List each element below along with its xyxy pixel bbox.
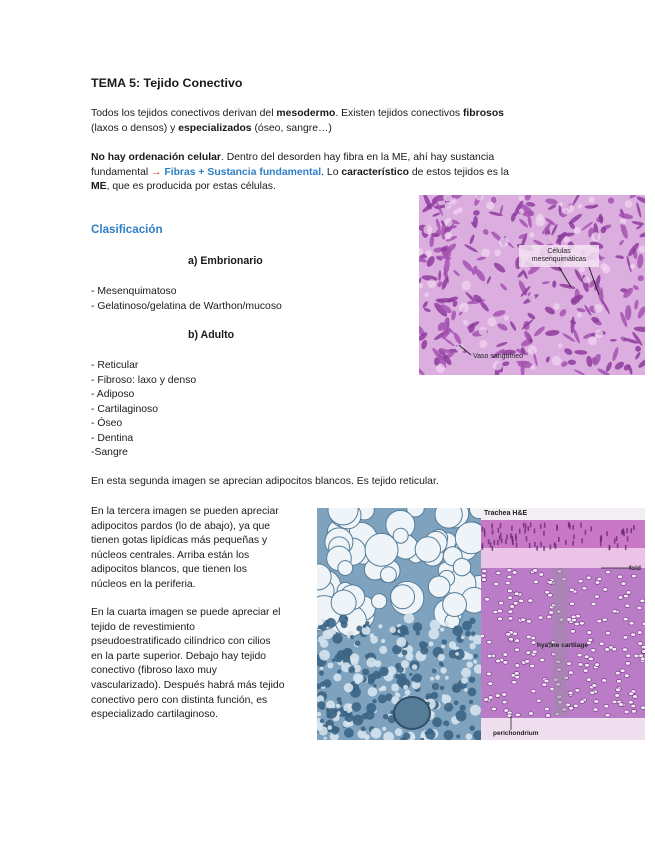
intro-text: , que es producida por estas células. <box>106 181 276 193</box>
intro-text: . Existen tejidos conectivos <box>335 108 463 119</box>
page-title: TEMA 5: Tejido Conectivo <box>91 76 243 90</box>
micrograph-adipose <box>317 508 481 740</box>
text-line: adipocitos pardos (lo de abajo), ya que <box>91 520 271 532</box>
list-item: -Sangre <box>91 447 128 458</box>
term-no-ordenacion: No hay ordenación celular <box>91 152 221 163</box>
label-celulas-mesenquimaticas: Células mesenquimáticas <box>531 248 587 263</box>
intro-paragraph-1 <box>91 107 561 136</box>
text-line: En la tercera imagen se pueden apreciar <box>91 506 279 517</box>
paragraph-tercera-imagen <box>91 505 311 593</box>
list-item: - Mesenquimatoso <box>91 286 177 297</box>
label-hyaline-cartilage: hyaline cartilage <box>537 642 588 649</box>
list-item: - Adiposo <box>91 389 135 400</box>
term-fibras: Fibras <box>161 166 196 178</box>
intro-text: de estos tejidos es la <box>408 166 509 178</box>
arrow-icon: → <box>151 166 162 178</box>
adipose-texture <box>317 508 481 740</box>
list-embrionario <box>91 285 282 314</box>
list-item: - Fibroso: laxo y denso <box>91 374 197 386</box>
subheading-adulto: b) Adulto <box>188 329 235 341</box>
intro-text: (laxos o densos) y <box>91 122 179 134</box>
list-item: - Óseo <box>91 418 123 429</box>
text-line: adipocitos blancos, que tienen los <box>91 564 247 576</box>
intro-text: (óseo, sangre…) <box>251 122 332 134</box>
paragraph-cuarta-imagen <box>91 606 311 723</box>
text-line: conectivo pero con distinta función, es <box>91 694 268 706</box>
mesenchyme-texture <box>419 195 645 375</box>
label-fold: fold <box>629 565 641 572</box>
micrograph-trachea <box>481 508 645 740</box>
intro-paragraph-2 <box>91 151 561 195</box>
intro-text: . Dentro del desorden hay fibra en la ME, ahí hay sustancia <box>220 152 495 163</box>
list-item: - Cartilaginoso <box>91 403 158 415</box>
trachea-texture <box>481 508 645 740</box>
text-line: especializado cartilaginoso. <box>91 709 219 721</box>
term-me: ME <box>91 181 107 193</box>
text-line: en la parte superior. Debajo hay tejido <box>91 650 267 662</box>
text-line: pseudoestratificado cilíndrico con cilios <box>91 636 271 648</box>
text-line: vascularizado). Después habrá más tejido <box>91 679 285 691</box>
label-vaso-sanguineo: Vaso sanguíneo <box>473 353 524 360</box>
intro-text: . Lo <box>321 166 342 178</box>
label-trachea-title: Trachea H&E <box>484 510 528 517</box>
text-line: núcleos centrales. Arriba están los <box>91 549 250 561</box>
text-line: tienen gotas lipídicas más pequeñas y <box>91 535 268 547</box>
list-item: - Reticular <box>91 360 139 371</box>
text-line: En la cuarta imagen se puede apreciar el <box>91 607 281 618</box>
text-line: núcleos en la periferia. <box>91 578 196 590</box>
text-line: conectivo (fibroso laxo muy <box>91 665 217 677</box>
list-item: - Dentina <box>91 432 134 444</box>
intro-text: Todos los tejidos conectivos derivan del <box>91 108 277 119</box>
term-mesodermo: mesodermo <box>276 108 336 119</box>
term-caracteristico: característico <box>341 166 409 178</box>
micrograph-mesenchyme <box>419 195 645 375</box>
intro-text: fundamental <box>91 166 152 178</box>
paragraph-adipocitos-blancos: En esta segunda imagen se aprecian adipocitos blancos. Es tejido reticular. <box>91 476 439 487</box>
list-adulto <box>91 359 196 461</box>
term-sustancia: Sustancia fundamental <box>207 166 322 178</box>
plus-sign: + <box>195 166 208 178</box>
section-heading-clasificacion: Clasificación <box>91 223 163 236</box>
term-especializados: especializados <box>178 122 252 134</box>
subheading-embrionario: a) Embrionario <box>188 255 263 267</box>
label-perichondrium: perichondrium <box>493 730 539 737</box>
list-item: - Gelatinoso/gelatina de Warthon/mucoso <box>91 300 282 312</box>
text-line: tejido de revestimiento <box>91 621 195 633</box>
term-fibrosos: fibrosos <box>462 108 504 119</box>
